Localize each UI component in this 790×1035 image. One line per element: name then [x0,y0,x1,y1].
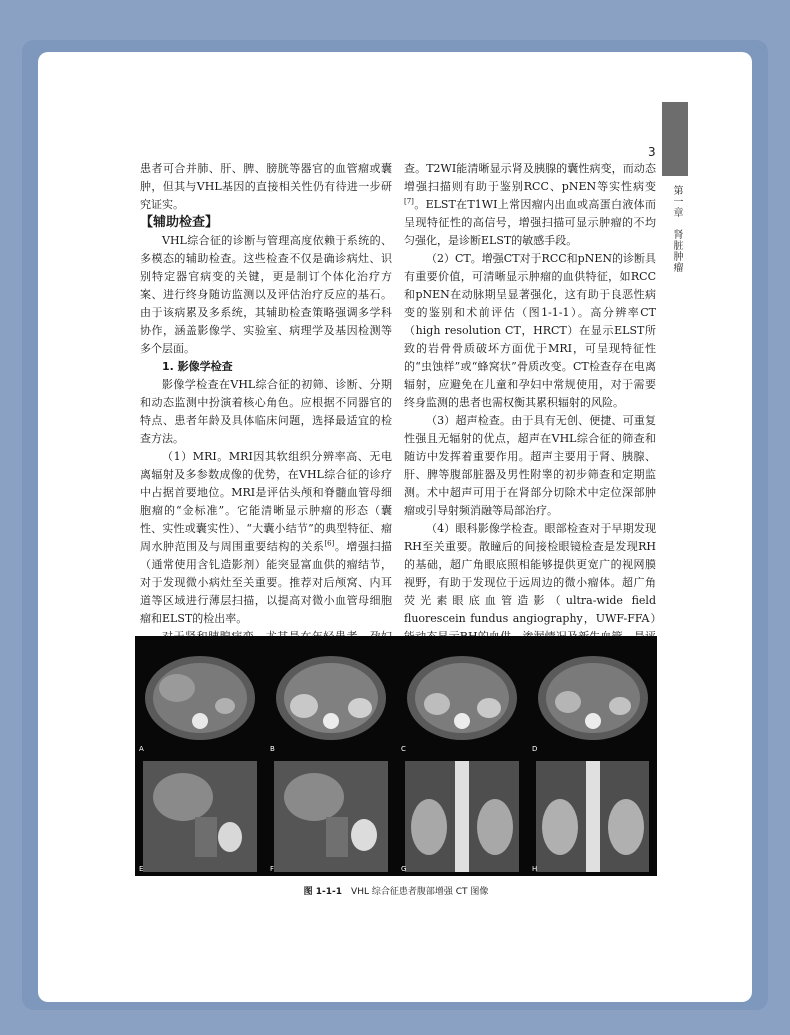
ct-panel-a [135,636,265,756]
paragraph: （4）眼科影像学检查。眼部检查对于早期发现RH至关重要。散瞳后的间接检眼镜检查是发现RH的基础，超广角眼底照相能够提供更宽广的视网膜视野，有助于发现位于远周边的微小瘤体。超广角荧光素眼底血管造影（ultra-wide field fluorescein fundus angiography，UWF-FFA） [404,522,656,625]
ct-panel-c [397,636,527,756]
citation: [6] [324,539,335,548]
chapter-tab [662,102,688,176]
page-number: 3 [648,145,656,159]
paragraph: 患者可合并肺、肝、脾、膀胱等器官的血管瘤或囊肿，但其与VHL基因的直接相关性仍有待进一步研究证实。 [140,162,392,211]
paragraph: （1）MRI。MRI因其软组织分辨率高、无电离辐射及多参数成像的优势，在VHL综合征的诊疗中占据首要地位。MRI是评估头颅和脊髓血管母细胞瘤的“金标准”。它能清晰显示肿瘤的形态（囊性、实性或囊实性）、“大囊小结节”的典型特征、瘤周水肿范围及与周围重要结构的关系[6]。增强扫描（通常使用含钆造影剂）能突显富血供的瘤结节，对于发现微小病灶至关重要。推荐对后颅窝、内耳道等区域进行薄层扫描，以提高对微小血管母细胞瘤和ELST的检出率。 [140,450,393,625]
panel-label: E [139,865,144,873]
ct-panel-g [397,757,527,876]
panel-label: A [139,745,144,753]
text-column-right [404,160,656,664]
ct-panel-e [135,757,265,876]
ct-panel-d [528,636,657,756]
paragraph: VHL综合征的诊断与管理高度依赖于系统的、多模态的辅助检查。这些检查不仅是确诊病灶、识别特定器官病变的关键，更是制订个体化治疗方案、进行终身随访监测以及评估治疗反应的基石。由于该病累及多系统，其辅助检查策略强调多学科协作，涵盖影像学、实验室、病理学及基因检测等多个层面。 [140,234,392,355]
ct-panel-b [266,636,396,756]
panel-label: H [532,865,538,873]
section-title: 【辅助检查】 [140,215,219,230]
ct-panel-f [266,757,396,876]
chapter-side-label: 第一章 肾脏肿瘤 [671,185,682,273]
paragraph: （3）超声检查。由于具有无创、便捷、可重复性强且无辐射的优点，超声在VHL综合征的筛查和随访中发挥着重要作用。超声主要用于肾、胰腺、肝、脾等腹部脏器及男性附睾的初步筛查和定期监测。术中超声可用于在肾部分切除术中定位深部肿瘤或引导射频消融等局部治疗。 [404,414,656,517]
subheading: 1. 影像学检查 [162,360,233,373]
paragraph: （2）CT。增强CT对于RCC和pNEN的诊断具有重要价值，可清晰显示肿瘤的血供特征，如RCC和pNEN在动脉期呈显著强化，这有助于良恶性病变的鉴别和术前评估（图1-1-1）。高分辨率CT（high resolution CT，HRCT）在显示ELST所致的岩骨骨质破坏方面优于MRI，可呈现特征性的“虫蚀样”或“蜂窝状”骨质改变。CT检查存在电离辐射，应避免在儿童和孕妇中常规使用，对于需要终身监测的患者也需权衡其累积辐射的风险。 [404,252,656,409]
panel-label: F [270,865,275,873]
panel-label: C [401,745,406,753]
paragraph: 影像学检查在VHL综合征的初筛、诊断、分期和动态监测中扮演着核心角色。应根据不同器官的特点、患者年龄及具体临床问题，选择最适宜的检查方法。 [140,378,392,445]
citation: [7] [404,197,414,206]
ct-figure [135,636,657,876]
panel-label: D [532,745,538,753]
panel-label: B [270,745,275,753]
figure-caption: 图 1-1-1 VHL 综合征患者腹部增强 CT 图像 [303,887,489,897]
ct-panel-h [528,757,657,876]
paragraph: 查。T2WI能清晰显示肾及胰腺的囊性病变，而动态增强扫描则有助于鉴别RCC、pNEN等实性病变[7]。ELST在T1WI上常因瘤内出血或高蛋白液体而呈现特征性的高信号，增强扫描可显示肿瘤的不均匀强化，是诊断ELST的敏感手段。 [404,162,656,247]
text-column-left [140,160,392,682]
panel-label: G [401,865,407,873]
